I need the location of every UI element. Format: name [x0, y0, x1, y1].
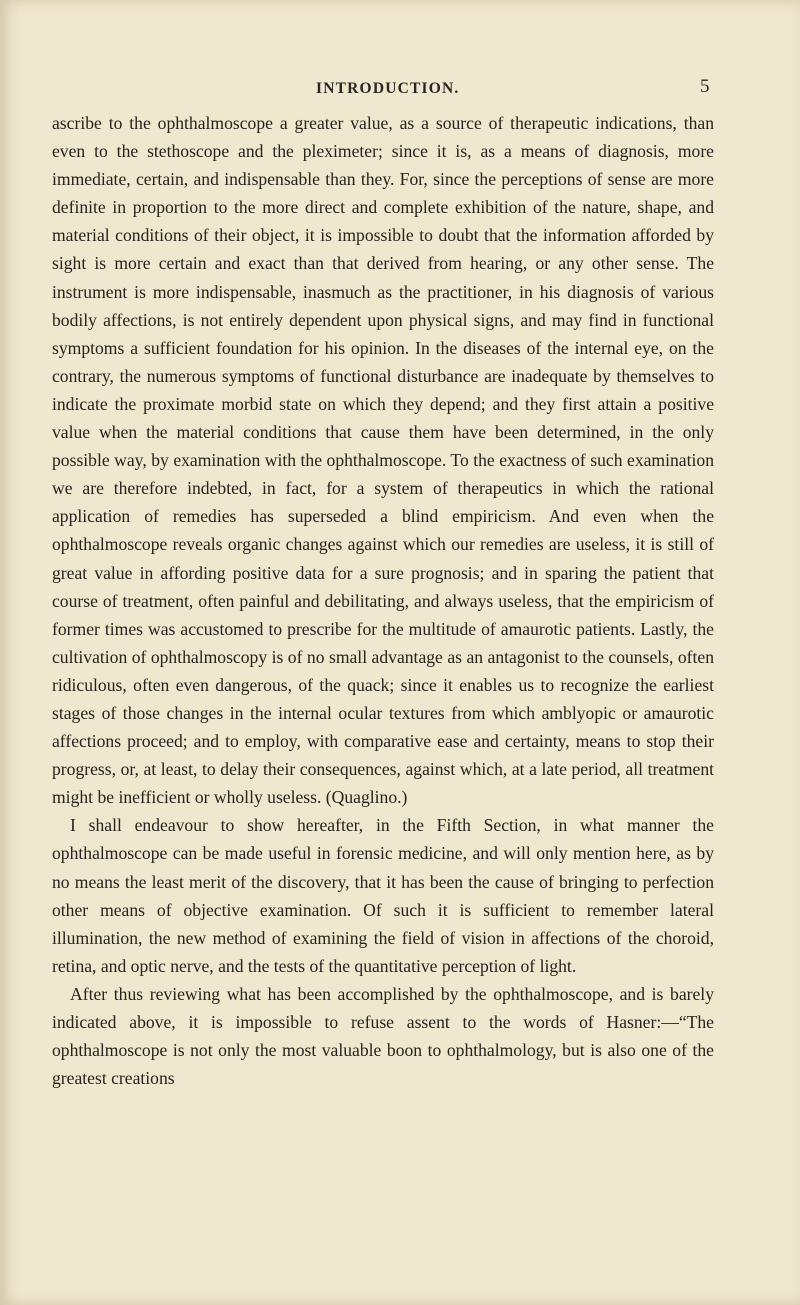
paragraph: ascribe to the ophthalmoscope a greater value, as a source of therapeutic indications, than even to the stethoscope and the pleximeter; since it is, as a means of diagnosis, more immediate, certain, and indispensable than they. For, since the perceptions of sense are more definite in proportion to the more direct and complete exhibition of the nature, shape, and material conditions of their object, it is impossible to doubt that the information afforded by sight is more certain and exact than that derived from hearing, or any other sense. The instrument is more indispensable, inasmuch as the practitioner, in his diagnosis of various bodily affections, is not entirely dependent upon physical signs, and may find in functional symptoms a sufficient foundation for his opinion. In the diseases of the internal eye, on the contrary, the numerous symptoms of functional disturbance are inadequate by themselves to indicate the proximate morbid state on which they depend; and they first attain a positive value when the material conditions that cause them have been determined, in the only possible way, by examination with the ophthalmoscope. To the exactness of such examination we are therefore indebted, in fact, for a system of therapeutics in which the rational application of remedies has superseded a blind empiricism. And even when the ophthalmoscope reveals organic changes against which our remedies are useless, it is still of great value in affording positive data for a sure prognosis; and in sparing the patient that course of treatment, often painful and debilitating, and always useless, that the empiricism of former times was accustomed to prescribe for the multitude of amaurotic patients. Lastly, the cultivation of ophthalmoscopy is of no small advantage as an antagonist to the counsels, often ridiculous, often even dangerous, of the quack; since it enables us to recognize the earliest stages of those changes in the internal ocular textures from which amblyopic or amaurotic affections proceed; and to employ, with comparative ease and certainty, means to stop their progress, or, at least, to delay their consequences, against which, at a late period, all treatment might be inefficient or wholly useless. (Quaglino.): [52, 113, 714, 808]
running-title: INTRODUCTION.: [316, 80, 460, 97]
paragraph: After thus reviewing what has been accomplished by the ophthalmoscope, and is barely indicated above, it is impossible to refuse assent to the words of Hasner:—“The ophthalmoscope is not only the most valuable boon to ophthalmology, but is also one of the greatest creations: [52, 983, 714, 1089]
page-number: 5: [700, 76, 710, 97]
paragraph: I shall endeavour to show hereafter, in the Fifth Section, in what manner the ophthalmoscope can be made useful in forensic medicine, and will only mention here, as by no means the least merit of the discovery, that it has been the cause of bringing to perfection other means of objective examination. Of such it is sufficient to remember lateral illumination, the new method of examining the field of vision in affections of the choroid, retina, and optic nerve, and the tests of the quantitative perception of light.: [52, 815, 714, 976]
body-text: [52, 109, 714, 1092]
